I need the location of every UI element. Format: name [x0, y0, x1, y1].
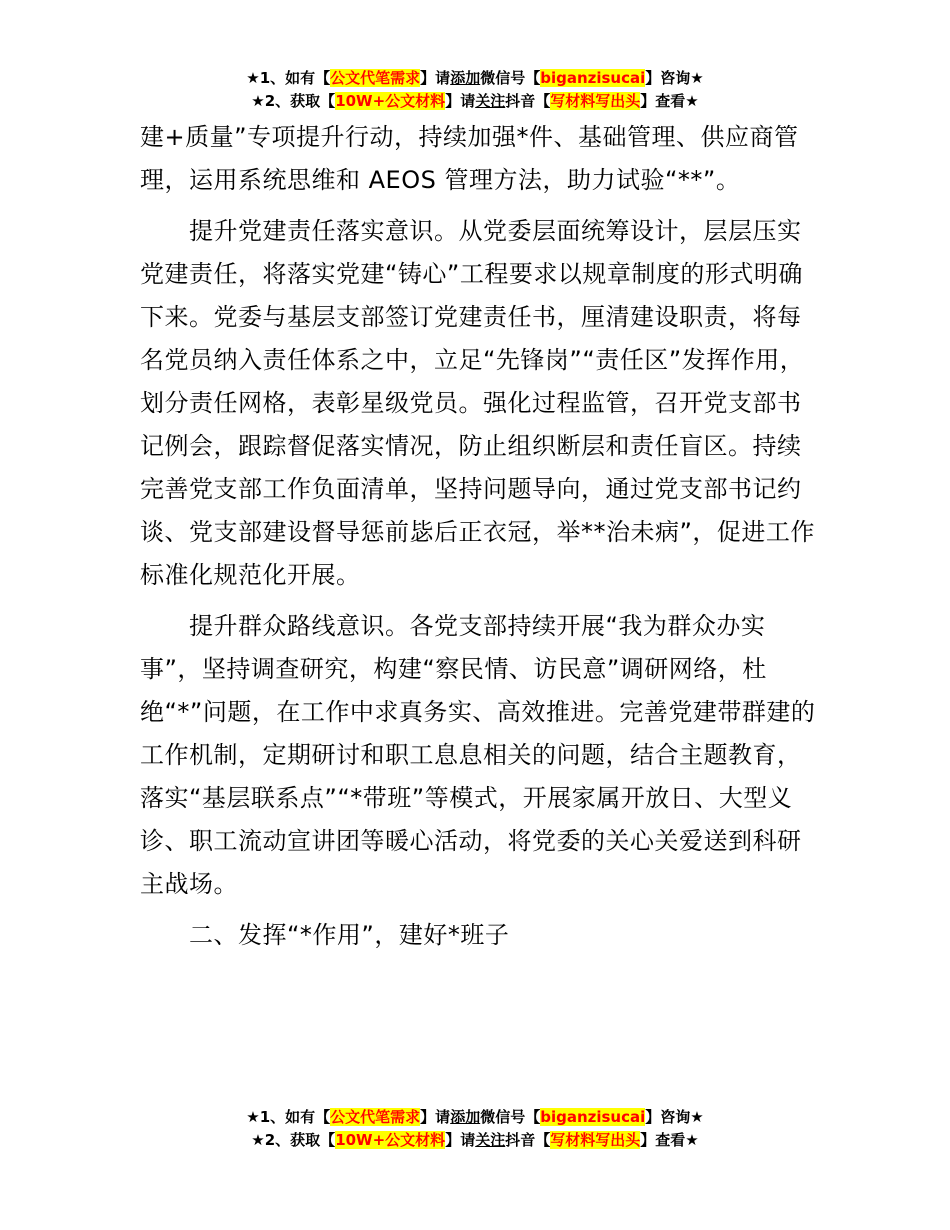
- header-banner: [0, 67, 950, 113]
- paragraph-continuation: 建+质量”专项提升行动，持续加强*件、基础管理、供应商管理，运用系统思维和 AEOS 管理方法，助力试验“**”。: [140, 123, 799, 194]
- banner-highlight: 公文代笔需求: [330, 69, 421, 87]
- banner-text: 】请: [445, 1131, 476, 1149]
- paragraph-party-responsibility: 提升党建责任落实意识。从党委层面统筹设计，层层压实党建责任，将落实党建“铸心”工程要求以规章制度的形式明确下来。党委与基层支部签订党建责任书，厘清建设职责，将每名党员纳入责任体系之中，立足“先锋岗”“责任区”发挥作用，划分责任网格，表彰星级党员。强化过程监管，召开党支部书记例会，跟踪督促落实情况，防止组织断层和责任盲区。持续完善党支部工作负面清单，坚持问题导向，通过党支部书记约谈、党支部建设督导惩前毖后正衣冠，举**治未病”，促进工作标准化规范化开展。: [140, 217, 815, 589]
- section-heading: 二、发挥“*作用”，建好*班子: [189, 921, 510, 949]
- banner-text: ★2、获取【: [251, 1131, 336, 1149]
- banner-text: ★1、如有【: [246, 1108, 331, 1126]
- banner-line-1: [0, 67, 950, 90]
- banner-text: 】请: [420, 1108, 451, 1126]
- banner-highlight: 公文代笔需求: [330, 1108, 421, 1126]
- banner-line-2: [0, 90, 950, 113]
- banner-text: 微信号【: [480, 1108, 541, 1126]
- banner-text: 】请: [420, 69, 451, 87]
- banner-text: 】请: [445, 92, 476, 110]
- banner-text: 抖音【: [505, 92, 551, 110]
- banner-highlight: 10W+公文材料: [335, 1131, 446, 1149]
- banner-text: ★1、如有【: [246, 69, 331, 87]
- banner-emphasis: 添加: [450, 1108, 481, 1126]
- banner-line-1: [0, 1106, 950, 1129]
- document-body: [140, 116, 820, 957]
- banner-line-2: [0, 1129, 950, 1152]
- paragraph-mass-line: 提升群众路线意识。各党支部持续开展“我为群众办实事”，坚持调查研究，构建“察民情、访民意”调研网络，杜绝“*”问题，在工作中求真务实、高效推进。完善党建带群建的工作机制，定期研讨和职工息息相关的问题，结合主题教育，落实“基层联系点”“*带班”等模式，开展家属开放日、大型义诊、职工流动宣讲团等暖心活动，将党委的关心关爱送到科研主战场。: [140, 612, 816, 898]
- banner-text: 】咨询★: [645, 69, 704, 87]
- banner-highlight: 写材料写出头: [550, 92, 641, 110]
- banner-highlight: biganzisucai: [540, 69, 646, 87]
- banner-text: 抖音【: [505, 1131, 551, 1149]
- banner-highlight: 10W+公文材料: [335, 92, 446, 110]
- banner-text: 】咨询★: [645, 1108, 704, 1126]
- banner-text: 】查看★: [640, 92, 699, 110]
- banner-emphasis: 关注: [475, 1131, 506, 1149]
- banner-text: 】查看★: [640, 1131, 699, 1149]
- banner-text: 微信号【: [480, 69, 541, 87]
- banner-emphasis: 关注: [475, 92, 506, 110]
- banner-highlight: 写材料写出头: [550, 1131, 641, 1149]
- banner-emphasis: 添加: [450, 69, 481, 87]
- banner-highlight: biganzisucai: [540, 1108, 646, 1126]
- banner-text: ★2、获取【: [251, 92, 336, 110]
- footer-banner: [0, 1106, 950, 1152]
